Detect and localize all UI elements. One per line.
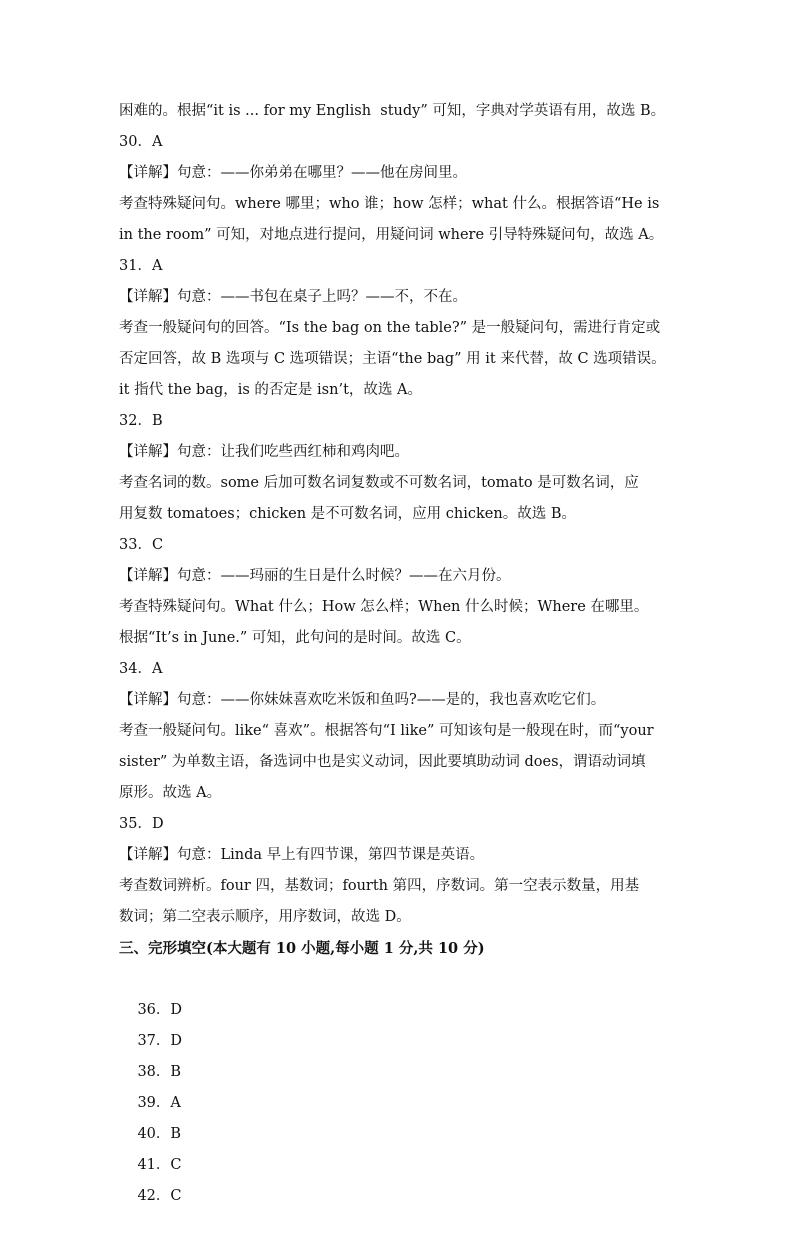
explanation-line: 【详解】句意：Linda 早上有四节课，第四节课是英语。 (119, 847, 485, 863)
cloze-answer: 38．B (137, 1064, 182, 1080)
answer-number: 31．A (119, 258, 163, 274)
cloze-answer: 37．D (137, 1033, 183, 1049)
explanation-line: 【详解】句意：让我们吃些西红柿和鸡肉吧。 (119, 444, 409, 460)
answer-number: 35．D (119, 816, 164, 832)
text-line: 数词；第二空表示顺序，用序数词，故选 D。 (119, 909, 411, 925)
answer-number: 34．A (119, 661, 163, 677)
text-line: 考查一般疑问句的回答。“Is the bag on the table?” 是一般疑问句，需进行肯定或 (119, 320, 661, 336)
text-line: 考查特殊疑问句。What 什么；How 怎么样；When 什么时候；Where 在哪里。 (119, 599, 649, 615)
text-line: 考查名词的数。some 后加可数名词复数或不可数名词，tomato 是可数名词，应 (119, 475, 639, 491)
explanation-line: 【详解】句意：——玛丽的生日是什么时候？——在六月份。 (119, 568, 511, 584)
text-line: 否定回答，故 B 选项与 C 选项错误；主语“the bag” 用 it 来代替，故 C 选项错误。 (119, 351, 666, 367)
cloze-answer: 36．D (137, 1002, 183, 1018)
text-line: sister” 为单数主语，备选词中也是实义动词，因此要填助动词 does，谓语动词填 (119, 754, 646, 770)
text-line: 困难的。根据“it is ... for my English study” 可知，字典对学英语有用，故选 B。 (119, 103, 666, 119)
cloze-answer: 41．C (137, 1157, 182, 1173)
text-line: it 指代 the bag，is 的否定是 isn’t，故选 A。 (119, 382, 422, 398)
answer-number: 30．A (119, 134, 163, 150)
explanation-line: 【详解】句意：——你弟弟在哪里？——他在房间里。 (119, 165, 467, 181)
cloze-answer: 40．B (137, 1126, 182, 1142)
explanation-line: 【详解】句意：——书包在桌子上吗？——不，不在。 (119, 289, 467, 305)
text-line: 根据“It’s in June.” 可知，此句问的是时间。故选 C。 (119, 630, 471, 646)
text-line: in the room” 可知，对地点进行提问，用疑问词 where 引导特殊疑问句，故选 A。 (119, 227, 664, 243)
section-heading: 三、完形填空(本大题有 10 小题,每小题 1 分,共 10 分) (119, 940, 485, 957)
explanation-line: 【详解】句意：——你妹妹喜欢吃米饭和鱼吗?——是的，我也喜欢吃它们。 (119, 692, 606, 708)
text-line: 原形。故选 A。 (119, 785, 222, 801)
text-line: 考查特殊疑问句。where 哪里；who 谁；how 怎样；what 什么。根据答语“He is (119, 196, 660, 212)
answer-number: 33．C (119, 537, 164, 553)
answer-number: 32．B (119, 413, 163, 429)
cloze-answer-row (119, 964, 694, 1204)
text-line: 考查一般疑问句。like“ 喜欢”。根据答句“I like” 可知该句是一般现在时，而“your (119, 723, 654, 739)
text-line: 考查数词辨析。four 四，基数词；fourth 第四，序数词。第一空表示数量，用基 (119, 878, 640, 894)
cloze-answer: 39．A (137, 1095, 181, 1111)
text-line: 用复数 tomatoes；chicken 是不可数名词，应用 chicken。故选 B。 (119, 506, 576, 522)
cloze-answer: 42．C (137, 1188, 182, 1204)
